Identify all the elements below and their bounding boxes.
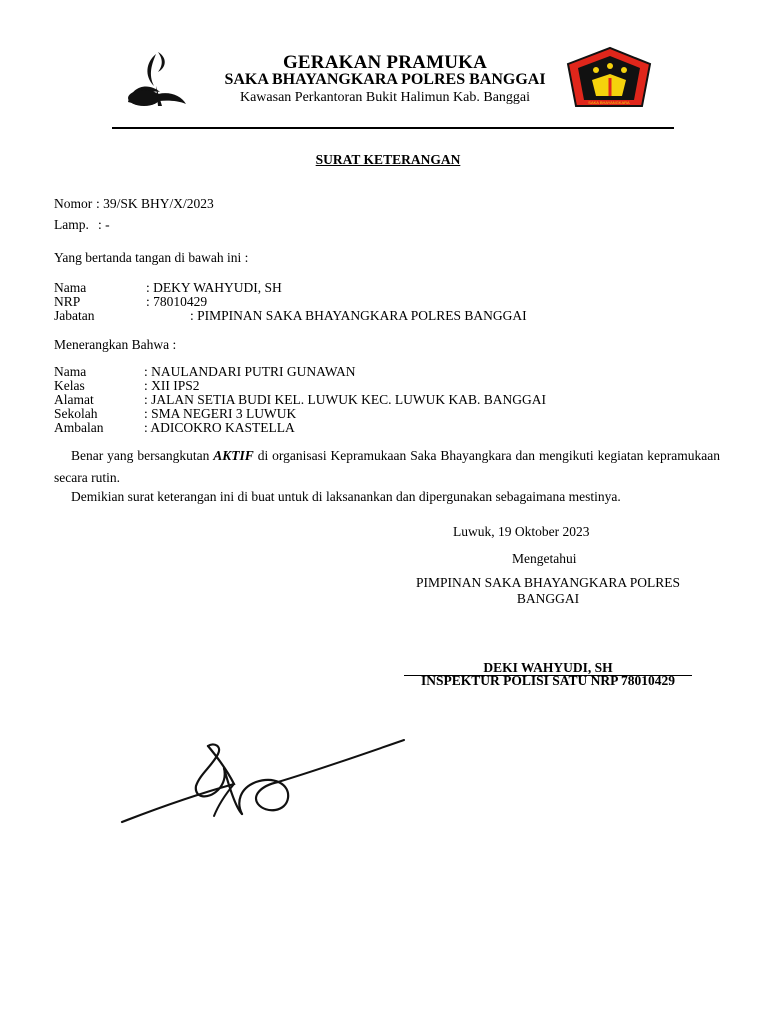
subject-ambalan-value: : ADICOKRO KASTELLA [144, 420, 295, 435]
handwritten-signature [118, 732, 408, 830]
statement-tail: di organisasi Kepramukaan Saka Bhayangkara dan mengikuti kegiatan kepramukaan secara rutin. [54, 448, 720, 485]
subject-alamat-label: Alamat [54, 392, 94, 407]
lamp-label: Lamp. [54, 217, 89, 232]
signer-jabatan-label: Jabatan [54, 308, 95, 323]
subject-sekolah-value: : SMA NEGERI 3 LUWUK [144, 406, 297, 421]
subject-kelas-label: Kelas [54, 378, 85, 393]
position-line-2: BANGGAI [516, 591, 580, 606]
subject-kelas-value: : XII IPS2 [144, 378, 200, 393]
statement-lead: Benar yang bersangkutan [71, 448, 214, 463]
letter-title: SURAT KETERANGAN [315, 152, 461, 167]
signer-nama-value: : DEKY WAHYUDI, SH [146, 280, 282, 295]
header-divider [112, 127, 674, 129]
place-date: Luwuk, 19 Oktober 2023 [453, 524, 590, 539]
status-aktif: AKTIF [213, 448, 254, 463]
signer-nrp-label: NRP [54, 294, 81, 309]
signer-nama-label: Nama [54, 280, 87, 295]
unit-name: SAKA BHAYANGKARA POLRES BANGGAI [224, 71, 546, 88]
signer-name: DEKI WAHYUDI, SH [483, 660, 613, 675]
lamp-value: : - [98, 217, 110, 232]
signer-rank: INSPEKTUR POLISI SATU NRP 78010429 [420, 673, 676, 688]
intro-text: Yang bertanda tangan di bawah ini : [54, 250, 249, 265]
subject-ambalan-label: Ambalan [54, 420, 104, 435]
nomor-label: Nomor [54, 196, 93, 211]
emblem-caption: SAKA BHAYANGKARA [588, 100, 630, 105]
org-name: GERAKAN PRAMUKA [282, 52, 488, 73]
subject-nama-value: : NAULANDARI PUTRI GUNAWAN [144, 364, 356, 379]
signer-jabatan-value: : PIMPINAN SAKA BHAYANGKARA POLRES BANGGAI [190, 308, 527, 323]
nomor-value: : 39/SK BHY/X/2023 [96, 196, 214, 211]
subject-alamat-value: : JALAN SETIA BUDI KEL. LUWUK KEC. LUWUK KAB. BANGGAI [144, 392, 546, 407]
mengetahui-text: Mengetahui [512, 551, 577, 566]
subject-nama-label: Nama [54, 364, 87, 379]
closing-paragraph: Demikian surat keterangan ini di buat untuk di laksanankan dan dipergunakan sebagaimana mestinya. [71, 489, 621, 504]
signer-nrp-value: : 78010429 [146, 294, 208, 309]
menerangkan-text: Menerangkan Bahwa : [54, 337, 177, 352]
pramuka-tunas-kelapa-logo [122, 46, 190, 114]
statement-paragraph [54, 445, 720, 489]
subject-sekolah-label: Sekolah [54, 406, 98, 421]
position-line-1: PIMPINAN SAKA BHAYANGKARA POLRES [416, 575, 680, 590]
org-address: Kawasan Perkantoran Bukit Halimun Kab. Banggai [239, 90, 531, 105]
